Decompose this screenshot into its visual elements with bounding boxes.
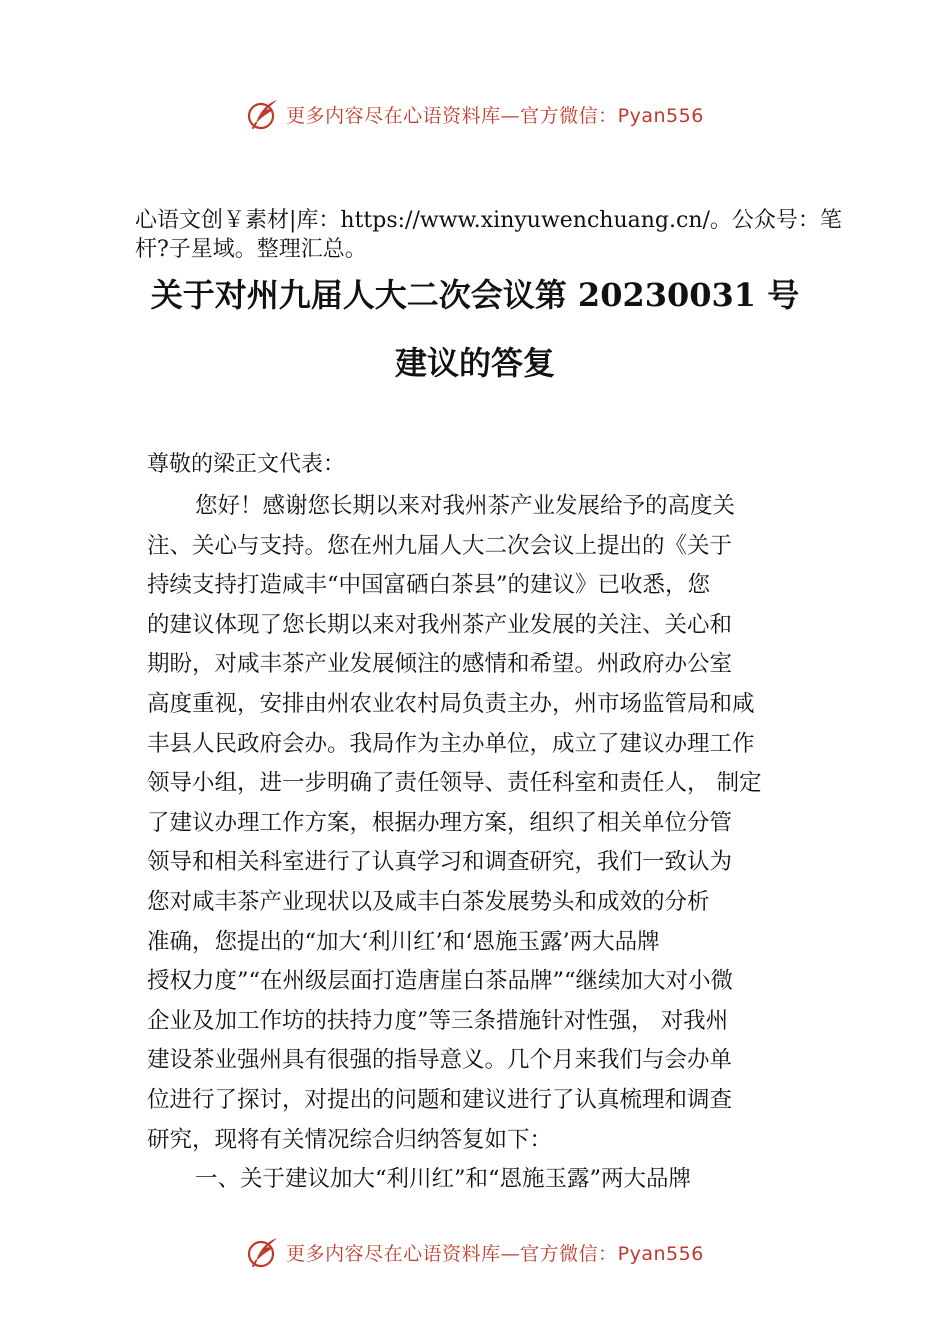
paragraph-line: 持续支持打造咸丰“中国富硒白茶县”的建议》已收悉，您	[147, 572, 711, 599]
watermark-text: 更多内容尽在心语资料库—官方微信：Pyan556	[286, 104, 704, 127]
paragraph-line: 领导小组，进一步明确了责任领导、责任科室和责任人， 制定	[147, 770, 762, 797]
wechat-id: Pyan556	[617, 104, 704, 127]
document-title-line-1: 关于对州九届人大二次会议第 20230031 号	[150, 276, 800, 314]
paragraph-line: 企业及加工作坊的扶持力度”等三条措施针对性强， 对我州	[147, 1007, 729, 1034]
paragraph-line: 的建议体现了您长期以来对我州茶产业发展的关注、关心和	[147, 611, 733, 638]
section-heading-line: 一、关于建议加大“利川红”和“恩施玉露”两大品牌	[195, 1166, 692, 1193]
salutation: 尊敬的梁正文代表：	[147, 452, 346, 477]
wechat-id: Pyan556	[617, 1242, 704, 1265]
paragraph-line: 您好！感谢您长期以来对我州茶产业发展给予的高度关	[195, 493, 736, 519]
paragraph-line: 您对咸丰茶产业现状以及咸丰白茶发展势头和成效的分析	[147, 888, 710, 915]
watermark-text: 更多内容尽在心语资料库—官方微信：Pyan556	[286, 1242, 704, 1265]
paragraph-line: 了建议办理工作方案，根据办理方案，组织了相关单位分管	[147, 809, 733, 836]
paragraph-line: 建设茶业强州具有很强的指导意义。几个月来我们与会办单	[147, 1047, 733, 1074]
source-note: 心语文创￥素材|库：https://www.xinyuwenchuang.cn/。公众号：笔杆?子星域。整理汇总。	[135, 208, 842, 262]
body-text	[147, 487, 827, 1200]
quill-logo-icon	[246, 97, 280, 131]
quill-logo-icon	[246, 1235, 280, 1269]
paragraph-line: 丰县人民政府会办。我局作为主办单位，成立了建议办理工作	[147, 730, 755, 757]
watermark-banner-top	[0, 92, 950, 136]
paragraph-line: 期盼，对咸丰茶产业发展倾注的感情和希望。州政府办公室	[147, 651, 733, 678]
paragraph-line: 注、关心与支持。您在州九届人大二次会议上提出的《关于	[147, 532, 733, 559]
watermark-banner-bottom	[0, 1230, 950, 1274]
document-title-line-2: 建议的答复	[394, 344, 555, 382]
paragraph-line: 高度重视，安排由州农业农村局负责主办，州市场监管局和咸	[147, 690, 755, 717]
paragraph-line: 位进行了探讨，对提出的问题和建议进行了认真梳理和调查	[147, 1086, 733, 1113]
paragraph-line: 授权力度”“在州级层面打造唐崖白茶品牌”“继续加大对小微	[147, 968, 734, 995]
paragraph-line: 研究，现将有关情况综合归纳答复如下：	[147, 1126, 553, 1153]
paragraph-line: 领导和相关科室进行了认真学习和调查研究，我们一致认为	[147, 849, 733, 876]
paragraph-line: 准确，您提出的“加大‘利川红’和‘恩施玉露’两大品牌	[147, 928, 660, 955]
